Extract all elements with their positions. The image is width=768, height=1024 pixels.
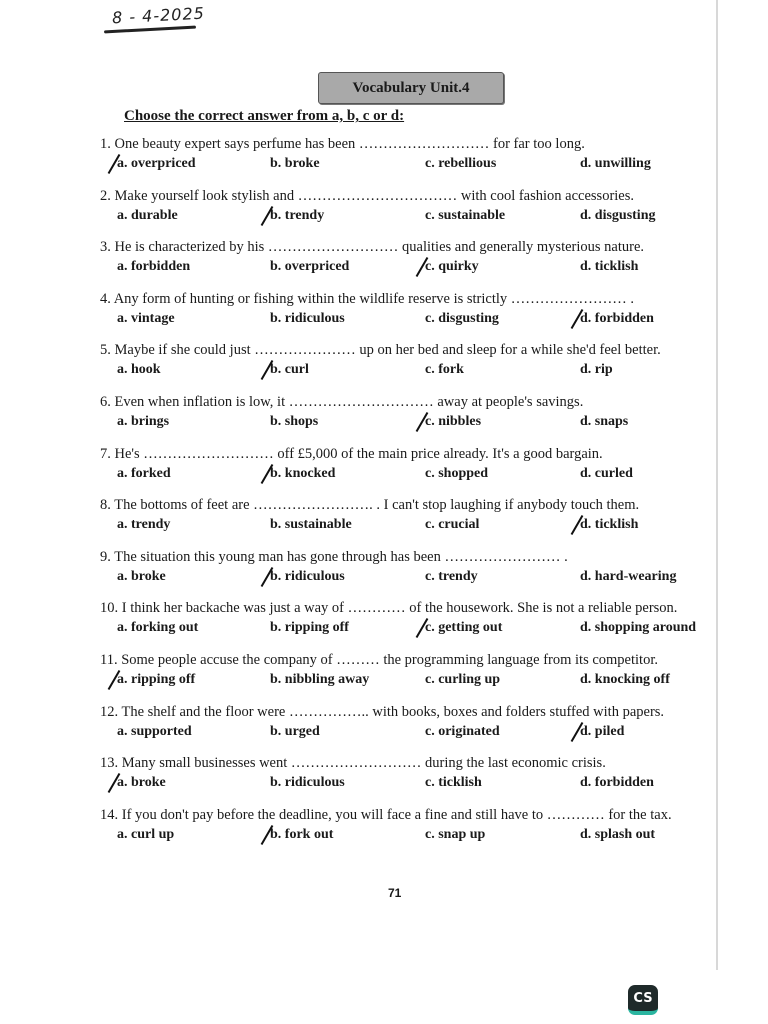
option-a[interactable] (117, 724, 192, 740)
option-a[interactable] (117, 311, 175, 327)
instructions: Choose the correct answer from a, b, c or d: (124, 108, 405, 124)
option-label: a. broke (117, 568, 166, 584)
question-item (0, 239, 768, 285)
option-b[interactable] (270, 466, 335, 482)
option-label: a. curl up (117, 826, 175, 842)
question-item (0, 446, 768, 492)
option-a[interactable] (117, 620, 198, 636)
question-item (0, 342, 768, 388)
option-d[interactable] (580, 672, 670, 688)
option-label: d. unwilling (580, 156, 651, 171)
option-label: b. trendy (270, 207, 325, 223)
question-item (0, 549, 768, 595)
option-d[interactable] (580, 569, 676, 585)
option-label: c. originated (425, 723, 500, 739)
option-c[interactable] (425, 362, 464, 378)
option-b[interactable] (270, 311, 345, 327)
page-title: Vocabulary Unit.4 (318, 72, 504, 104)
option-label: a. overpriced (117, 156, 196, 171)
option-label: a. broke (117, 775, 166, 791)
option-label: a. vintage (117, 310, 175, 326)
option-label: a. ripping off (117, 672, 196, 687)
option-d[interactable] (580, 517, 638, 533)
option-d[interactable] (580, 208, 655, 224)
option-b[interactable] (270, 775, 345, 791)
option-a[interactable] (117, 208, 178, 224)
option-label: a. forbidden (117, 259, 191, 275)
question-text: 12. The shelf and the floor were …………….. with books, boxes and folders stuffed with papers. (100, 703, 665, 720)
option-label: a. forked (117, 465, 171, 481)
option-label: b. nibbling away (270, 672, 370, 687)
option-c[interactable] (425, 517, 479, 533)
question-item (0, 600, 768, 646)
option-c[interactable] (425, 259, 479, 275)
option-c[interactable] (425, 311, 499, 327)
option-label: c. snap up (425, 826, 486, 842)
option-label: b. sustainable (270, 517, 352, 533)
option-label: c. nibbles (425, 414, 482, 429)
question-item (0, 807, 768, 853)
question-text: 1. One beauty expert says perfume has been ……………………… for far too long. (100, 136, 585, 152)
option-label: b. urged (270, 723, 320, 739)
option-a[interactable] (117, 672, 195, 688)
option-label: c. disgusting (425, 310, 499, 326)
option-label: b. ridiculous (270, 568, 345, 584)
option-a[interactable] (117, 466, 171, 482)
question-text: 2. Make yourself look stylish and …………………………… with cool fashion accessories. (100, 187, 635, 204)
option-label: d. ticklish (580, 517, 639, 533)
option-label: a. supported (117, 723, 192, 739)
question-item (0, 704, 768, 750)
question-item (0, 497, 768, 543)
option-label: a. trendy (117, 517, 171, 533)
option-label: a. brings (117, 414, 170, 429)
question-text: 3. He is characterized by his ……………………… qualities and generally mysterious nature. (100, 239, 645, 256)
option-b[interactable] (270, 259, 349, 275)
option-label: b. ridiculous (270, 775, 345, 791)
option-label: c. shopped (425, 465, 489, 481)
option-label: c. crucial (425, 517, 480, 533)
option-d[interactable] (580, 724, 624, 740)
option-c[interactable] (425, 620, 502, 636)
option-c[interactable] (425, 724, 500, 740)
question-item (0, 394, 768, 440)
option-d[interactable] (580, 620, 696, 636)
question-text: 11. Some people accuse the company of ……… the programming language from its competitor. (100, 652, 658, 668)
option-label: d. forbidden (580, 310, 654, 326)
option-a[interactable] (117, 517, 170, 533)
page-number: 71 (388, 886, 402, 900)
option-c[interactable] (425, 156, 496, 172)
question-text: 10. I think her backache was just a way of ………… of the housework. She is not a reliable person. (100, 600, 678, 617)
option-label: a. hook (117, 362, 161, 378)
option-c[interactable] (425, 414, 481, 430)
question-text: 13. Many small businesses went ……………………… during the last economic crisis. (100, 755, 606, 772)
option-a[interactable] (117, 362, 161, 378)
option-b[interactable] (270, 620, 349, 636)
option-d[interactable] (580, 414, 628, 430)
option-b[interactable] (270, 362, 309, 378)
option-label: d. hard-wearing (580, 568, 677, 584)
option-d[interactable] (580, 775, 654, 791)
handwritten-date: 8 - 4-2025 (111, 3, 206, 28)
option-label: d. piled (580, 723, 625, 739)
option-label: c. fork (425, 362, 464, 378)
option-label: d. rip (580, 362, 613, 378)
option-d[interactable] (580, 466, 633, 482)
option-label: c. quirky (425, 259, 479, 275)
question-text: 4. Any form of hunting or fishing within the wildlife reserve is strictly …………………… . (100, 290, 635, 307)
option-a[interactable] (117, 156, 196, 172)
option-b[interactable] (270, 672, 369, 688)
option-label: a. durable (117, 207, 178, 223)
option-c[interactable] (425, 466, 488, 482)
option-b[interactable] (270, 569, 345, 585)
option-label: d. knocking off (580, 672, 670, 687)
option-label: d. snaps (580, 414, 629, 429)
option-label: d. splash out (580, 826, 656, 842)
option-c[interactable] (425, 672, 500, 688)
question-text: 8. The bottoms of feet are ……………………. . I can't stop laughing if anybody touch them. (100, 497, 640, 514)
option-label: b. ripping off (270, 620, 349, 636)
option-label: c. ticklish (425, 775, 482, 791)
option-label: c. getting out (425, 620, 503, 636)
option-label: b. overpriced (270, 259, 350, 275)
question-text: 6. Even when inflation is low, it ………………………… away at people's savings. (100, 394, 584, 410)
option-label: d. curled (580, 465, 633, 481)
option-label: c. trendy (425, 568, 478, 584)
option-c[interactable] (425, 827, 485, 843)
question-text: 7. He's ……………………… off £5,000 of the main price already. It's a good bargain. (100, 445, 603, 462)
option-b[interactable] (270, 208, 324, 224)
question-text: 14. If you don't pay before the deadline, you will face a fine and still have to ………… for the tax. (100, 806, 672, 823)
option-label: a. forking out (117, 620, 199, 636)
question-text: 9. The situation this young man has gone through has been …………………… . (100, 548, 568, 565)
question-item (0, 188, 768, 234)
option-label: b. fork out (270, 826, 334, 842)
option-label: b. knocked (270, 465, 336, 481)
option-label: d. ticklish (580, 259, 639, 275)
option-label: b. broke (270, 156, 320, 171)
option-d[interactable] (580, 311, 654, 327)
option-d[interactable] (580, 827, 655, 843)
option-b[interactable] (270, 414, 318, 430)
option-label: c. rebellious (425, 156, 497, 171)
question-item (0, 755, 768, 801)
option-a[interactable] (117, 775, 166, 791)
question-item (0, 291, 768, 337)
option-d[interactable] (580, 156, 651, 172)
option-label: d. shopping around (580, 620, 697, 636)
option-a[interactable] (117, 569, 166, 585)
option-b[interactable] (270, 517, 352, 533)
option-label: d. forbidden (580, 775, 654, 791)
option-label: c. sustainable (425, 207, 506, 223)
question-item (0, 652, 768, 698)
camscanner-logo: CS (628, 985, 658, 1015)
option-c[interactable] (425, 208, 505, 224)
option-c[interactable] (425, 775, 482, 791)
option-label: b. ridiculous (270, 310, 345, 326)
option-a[interactable] (117, 259, 190, 275)
question-text: 5. Maybe if she could just ………………… up on her bed and sleep for a while she'd feel better. (100, 342, 661, 359)
option-label: d. disgusting (580, 207, 656, 223)
option-a[interactable] (117, 414, 169, 430)
option-b[interactable] (270, 827, 333, 843)
option-label: b. shops (270, 414, 319, 429)
option-a[interactable] (117, 827, 174, 843)
option-d[interactable] (580, 259, 638, 275)
question-item (0, 136, 768, 182)
option-d[interactable] (580, 362, 613, 378)
option-label: b. curl (270, 362, 309, 378)
option-c[interactable] (425, 569, 478, 585)
option-label: c. curling up (425, 672, 501, 687)
option-b[interactable] (270, 156, 320, 172)
option-b[interactable] (270, 724, 320, 740)
